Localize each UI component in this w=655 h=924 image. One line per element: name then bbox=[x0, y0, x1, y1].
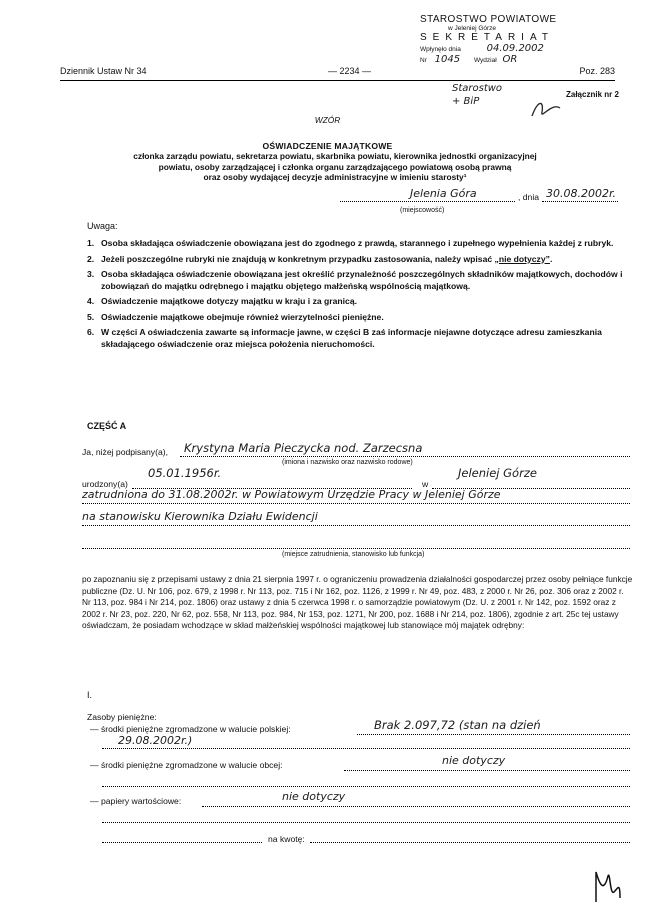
declarant-name-caption: (imiona i nazwisko oraz nazwisko rodowe) bbox=[282, 459, 413, 466]
cash-items-block bbox=[82, 718, 632, 874]
note-item bbox=[87, 269, 635, 292]
stamp-line-3: SEKRETARIAT bbox=[420, 32, 554, 43]
declarant-name-line bbox=[180, 456, 630, 457]
declarant-name-value[interactable]: Krystyna Maria Pieczycka nod. Zarzecsna bbox=[184, 441, 423, 455]
stamp-dept-label: Wydział bbox=[473, 57, 497, 64]
place-line bbox=[340, 201, 515, 202]
place-caption: (miejscowość) bbox=[400, 207, 445, 214]
employment-caption: (miejsce zatrudnienia, stanowisko lub funkcja) bbox=[282, 551, 425, 558]
subtitle-line-2: powiatu, osoby zarządzającej i członka organu zarządzającego powiatową osobą prawną bbox=[158, 161, 512, 172]
journal-name: Dziennik Ustaw Nr 34 bbox=[60, 66, 147, 76]
note-item bbox=[87, 312, 635, 324]
birth-row bbox=[82, 466, 632, 489]
subtitle-line-3: oraz osoby wydającej decyzje administracyjne w imieniu starosty¹ bbox=[203, 172, 467, 182]
pln-funds-label: — środki pieniężne zgromadzone w walucie polskiej: bbox=[90, 724, 291, 734]
note-item bbox=[87, 327, 635, 350]
foreign-funds-label: — środki pieniężne zgromadzone w walucie obcej: bbox=[90, 760, 283, 770]
subtitle-line-1: członka zarządu powiatu, sekretarza powiatu, skarbnika powiatu, kierownika jednostki organizacyjnej bbox=[133, 151, 537, 161]
note-number: 1. bbox=[87, 238, 95, 248]
notes-list bbox=[87, 238, 635, 354]
stamp-dept-value: OR bbox=[502, 54, 518, 65]
securities-value[interactable]: nie dotyczy bbox=[282, 790, 346, 803]
birth-label: urodzony(a) bbox=[82, 479, 128, 489]
note-quote: „nie dotyczy” bbox=[494, 253, 550, 264]
note-text: Osoba składająca oświadczenie obowiązana jest określić przynależność poszczególnych składników majątkowych, dochodów i zobowiązań do majątku odrębnego i majątku objętego małżeńską wspólnością majątkową. bbox=[101, 269, 623, 291]
page-number: — 2234 — bbox=[328, 66, 372, 76]
date-line bbox=[542, 201, 618, 202]
stamp-nr-row bbox=[420, 54, 590, 65]
employment-line-1-rule bbox=[82, 503, 630, 504]
employment-line-2[interactable]: na stanowisku Kierownika Działu Ewidencji bbox=[82, 510, 318, 523]
note-number: 6. bbox=[87, 327, 95, 337]
amount-line bbox=[310, 842, 630, 843]
signature-icon bbox=[590, 866, 624, 906]
stamp-received-row bbox=[420, 43, 590, 54]
note-text bbox=[101, 254, 635, 266]
place-value[interactable]: Jelenia Góra bbox=[410, 187, 477, 200]
part-a-heading: CZĘŚĆ A bbox=[87, 421, 127, 431]
annotation-line-1: Starostwo bbox=[452, 83, 503, 94]
note-text: Oświadczenie majątkowe obejmuje również wierzytelności pieniężne. bbox=[101, 311, 384, 322]
declarant-name-label: Ja, niżej podpisany(a), bbox=[82, 447, 168, 457]
document-subtitle bbox=[70, 151, 600, 183]
journal-header bbox=[60, 66, 615, 80]
stamp-line-2: w Jeleniej Górze bbox=[448, 25, 497, 32]
note-item bbox=[87, 254, 635, 266]
attachment-label: Załącznik nr 2 bbox=[566, 90, 619, 99]
securities-line-2 bbox=[102, 822, 630, 823]
registry-stamp bbox=[420, 14, 590, 65]
note-number: 4. bbox=[87, 296, 95, 306]
foreign-funds-line-2 bbox=[102, 786, 630, 787]
foreign-funds-value[interactable]: nie dotyczy bbox=[442, 754, 506, 767]
note-number: 5. bbox=[87, 311, 95, 322]
securities-line bbox=[202, 806, 630, 807]
handwritten-annotation bbox=[452, 82, 502, 108]
pln-funds-value-2[interactable]: 29.08.2002r.) bbox=[118, 734, 193, 747]
legal-paragraph: po zapoznaniu się z przepisami ustawy z dnia 21 sierpnia 1997 r. o ograniczeniu prowadzenia działalności gospodarczej przez osoby pełniące funkcje publiczne (Dz. U. Nr 106, poz. 679, z 1998 r. Nr 113, poz. 715 i Nr 162, poz. 1126, z 1999 r. Nr 49, poz. 483, z 2000 r. Nr 26, poz. 306 oraz z 2002 r. Nr 113, poz. 984 i Nr 214, poz. 1806) oraz ustawy z dnia 5 czerwca 1998 r. o samorządzie powiatowym (Dz. U. z 2001 r. Nr 142, poz. 1592 oraz z 2002 r. Nr 23, poz. 220, Nr 62, poz. 558, Nr 113, poz. 984, Nr 153, poz. 1271, Nr 200, poz. 1688 i Nr 214, poz. 1806), zgodnie z art. 25c tej ustawy oświadczam, że posiadam wchodzące w skład małżeńskiej wspólności majątkowej lub stanowiące mój majątek odrębny: bbox=[82, 574, 633, 630]
stamp-nr-label: Nr bbox=[420, 57, 427, 64]
pln-funds-value[interactable]: Brak 2.097,72 (stan na dzień bbox=[374, 718, 541, 732]
pln-funds-line bbox=[357, 734, 630, 735]
pln-funds-line-2 bbox=[102, 748, 630, 749]
amount-label: na kwotę: bbox=[268, 834, 305, 844]
section-i-heading: I. bbox=[87, 690, 93, 700]
note-text: Oświadczenie majątkowe dotyczy majątku w kraju i za granicą. bbox=[101, 296, 357, 306]
date-value[interactable]: 30.08.2002r. bbox=[546, 187, 616, 200]
place-date-row bbox=[340, 187, 620, 221]
cash-resources-heading: Zasoby pieniężne: bbox=[87, 712, 157, 722]
employment-block bbox=[82, 488, 632, 558]
note-number: 3. bbox=[87, 269, 95, 279]
foreign-funds-line bbox=[344, 770, 630, 771]
note-text: Osoba składająca oświadczenie obowiązana jest do zgodnego z prawdą, starannego i zupełnego wypełnienia każdej z rubryk. bbox=[101, 238, 614, 248]
note-item bbox=[87, 296, 635, 308]
note-end: . bbox=[549, 253, 553, 264]
position-number: Poz. 283 bbox=[579, 66, 615, 76]
header-rule bbox=[60, 80, 615, 81]
amount-line-left bbox=[102, 842, 262, 843]
note-text-main: Jeżeli poszczególne rubryki nie znajdują w konkretnym przypadku zastosowania, należy wpisać bbox=[101, 253, 493, 264]
note-text: W części A oświadczenia zawarte są informacje jawne, w części B zaś informacje niejawne dotyczące adresu zamieszkania składającego oświadczenie oraz miejsca położenia nieruchomości. bbox=[101, 327, 602, 349]
stamp-nr-value: 1045 bbox=[434, 54, 461, 65]
securities-label: — papiery wartościowe: bbox=[90, 796, 182, 806]
date-label: , dnia bbox=[518, 192, 540, 202]
annotation-line-2: + BiP bbox=[452, 96, 480, 107]
stamp-line-1: STAROSTWO POWIATOWE bbox=[420, 14, 557, 25]
birth-date-value[interactable]: 05.01.1956r. bbox=[148, 466, 222, 480]
stamp-received-value: 04.09.2002 bbox=[486, 43, 544, 54]
birth-place-label: w bbox=[422, 479, 429, 489]
note-item bbox=[87, 238, 635, 250]
stamp-received-label: Wpłynęło dnia bbox=[420, 46, 461, 53]
employment-line-2-rule bbox=[82, 525, 630, 526]
notes-heading: Uwaga: bbox=[87, 221, 118, 231]
employment-line-1[interactable]: zatrudniona do 31.08.2002r. w Powiatowym Urzędzie Pracy w Jeleniej Górze bbox=[82, 488, 501, 501]
employment-line-3-rule bbox=[82, 548, 630, 549]
template-label: WZÓR bbox=[314, 115, 341, 125]
note-number: 2. bbox=[87, 253, 95, 264]
birth-place-value[interactable]: Jeleniej Górze bbox=[458, 466, 537, 480]
document-title: OŚWIADCZENIE MAJĄTKOWE bbox=[262, 141, 393, 151]
